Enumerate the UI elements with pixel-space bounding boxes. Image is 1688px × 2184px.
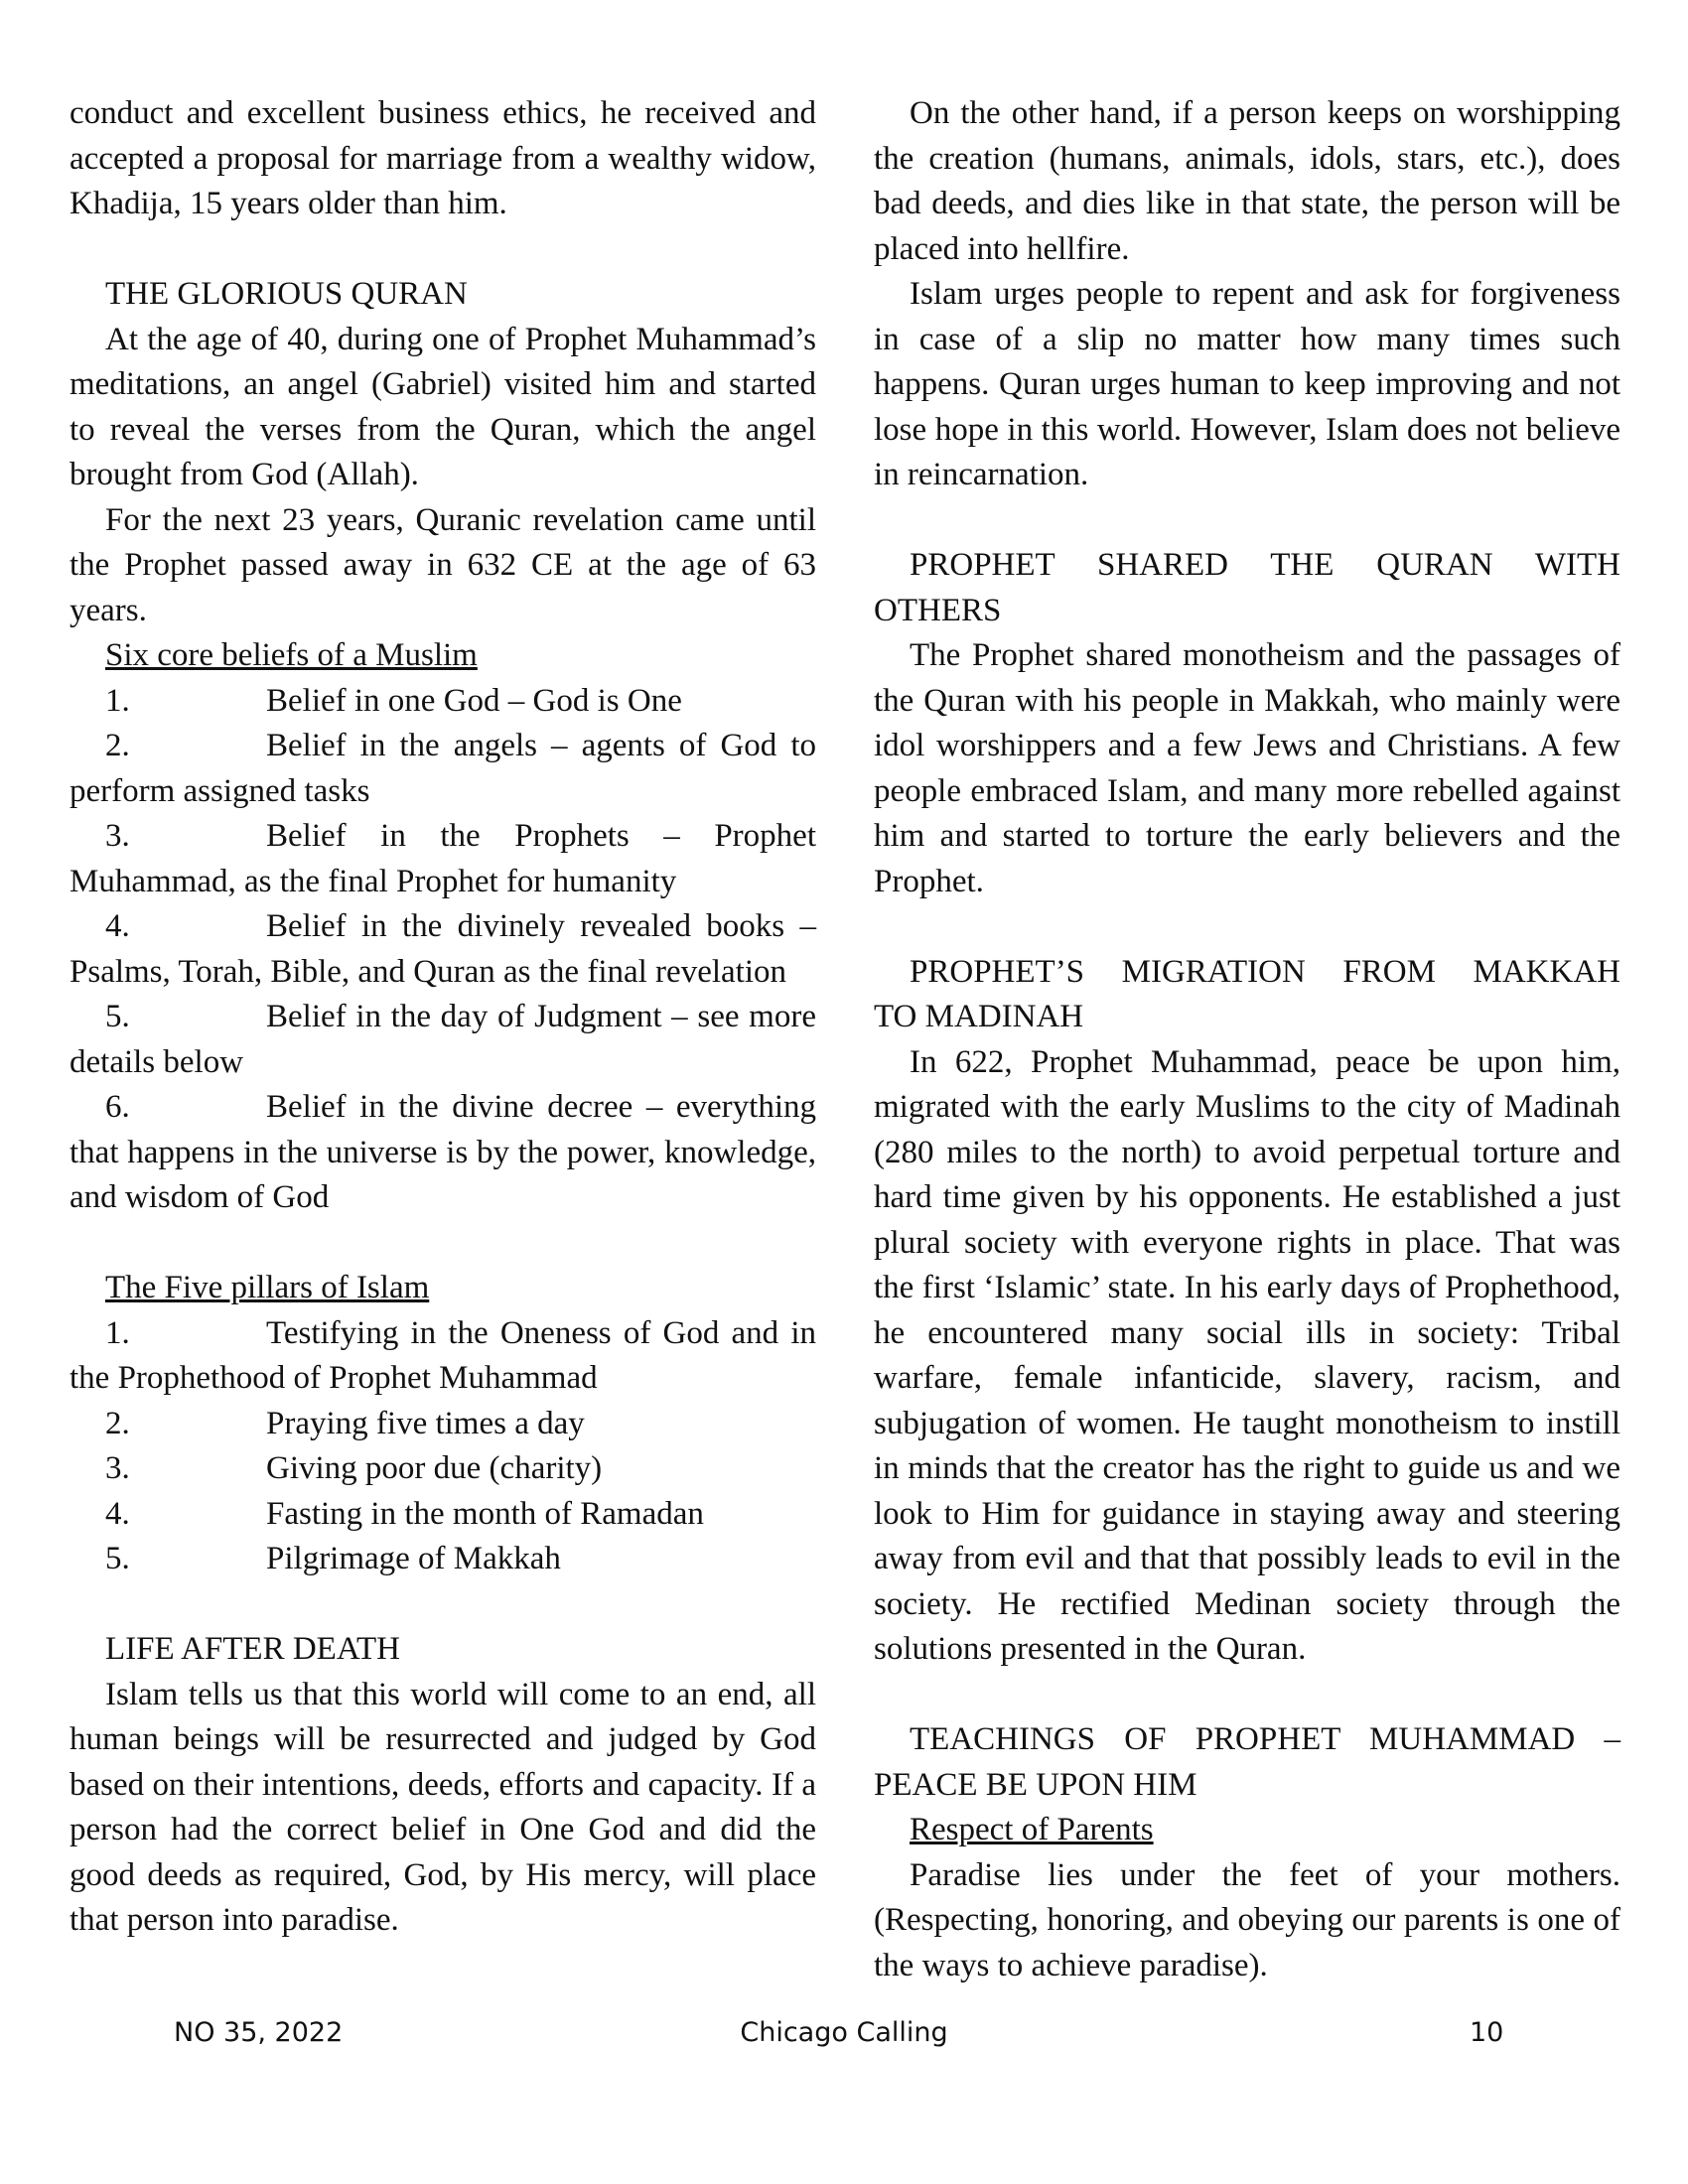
list-number: 1.: [105, 682, 130, 719]
list-number: 1.: [105, 1314, 130, 1351]
section-heading-migration-line-1: PROPHET’S MIGRATION FROM MAKKAH: [910, 953, 1620, 990]
right-column: [874, 91, 1620, 1988]
pillars-subheading-text: The Five pillars of Islam: [105, 1270, 430, 1305]
list-text: Belief in the angels – agents of God to perform assigned tasks: [70, 728, 816, 809]
belief-item: [70, 1085, 816, 1221]
pillar-item: [70, 1311, 816, 1402]
list-text: Fasting in the month of Ramadan: [266, 1495, 704, 1532]
parents-subheading-text: Respect of Parents: [910, 1812, 1154, 1847]
page-footer: [0, 2017, 1688, 2057]
list-text: Belief in the divinely revealed books – Psalms, Torah, Bible, and Quran as the final revelation: [70, 908, 816, 990]
list-number: 2.: [105, 1405, 130, 1441]
pillars-subheading: [70, 1266, 816, 1311]
list-number: 5.: [105, 1541, 130, 1576]
hellfire-paragraph: On the other hand, if a person keeps on worshipping the creation (humans, animals, idols, stars, etc.), does bad deeds, and dies like in that state, the person will be placed into hellfire.: [874, 95, 1620, 267]
migration-paragraph: In 622, Prophet Muhammad, peace be upon him, migrated with the early Muslims to the city of Madinah (280 miles to the north) to avoid perpetual torture and hard time given by his opponents. He established a just plural society with everyone rights in place. That was the first ‘Islamic’ state. In his early days of Prophethood, he encountered many social ills in society: Tribal warfare, female infanticide, slavery, racism, and subjugation of women. He taught monotheism to instill in minds that the creator has the right to guide us and we look to Him for guidance in staying away and steering away from evil and that that possibly leads to evil in the society. He rectified Medinan society through the solutions presented in the Quran.: [874, 1043, 1620, 1667]
list-number: 2.: [105, 728, 130, 763]
section-heading-life-after-death: LIFE AFTER DEATH: [105, 1631, 400, 1667]
belief-item: [70, 679, 816, 725]
shared-paragraph: The Prophet shared monotheism and the passages of the Quran with his people in Makkah, who mainly were idol worshippers and a few Jews and Christians. A few people embraced Islam, and many more rebelled against him and started to torture the early believers and the Prophet.: [874, 637, 1620, 899]
list-number: 3.: [105, 818, 130, 854]
list-text: Giving poor due (charity): [266, 1450, 603, 1486]
pillar-item: [70, 1402, 816, 1447]
afterlife-paragraph: Islam tells us that this world will come to an end, all human beings will be resurrected and judged by God based on their intentions, deeds, efforts and capacity. If a person had the correct belief in One God and did the good deeds as required, God, by His mercy, will place that person into paradise.: [70, 1676, 816, 1938]
footer-issue: NO 35, 2022: [174, 2017, 344, 2048]
list-number: 4.: [105, 908, 130, 944]
parents-subheading: [874, 1808, 1620, 1853]
section-heading-shared-line-2: OTHERS: [874, 592, 1002, 628]
pillar-item: [70, 1446, 816, 1492]
list-number: 4.: [105, 1495, 130, 1532]
repentance-paragraph: Islam urges people to repent and ask for forgiveness in case of a slip no matter how many times such happens. Quran urges human to keep improving and not lose hope in this world. However, Islam does not believe in reincarnation.: [874, 276, 1620, 492]
belief-item: [70, 904, 816, 995]
pillar-item: [70, 1492, 816, 1538]
list-text: Belief in the Prophets – Prophet Muhammad, as the final Prophet for humanity: [70, 818, 816, 899]
list-number: 3.: [105, 1450, 130, 1486]
list-text: Testifying in the Oneness of God and in the Prophethood of Prophet Muhammad: [70, 1314, 816, 1396]
pillar-item: [70, 1537, 816, 1582]
section-heading-shared-line-1: PROPHET SHARED THE QURAN WITH: [910, 547, 1620, 583]
belief-item: [70, 814, 816, 904]
parents-paragraph: Paradise lies under the feet of your mothers. (Respecting, honoring, and obeying our parents is one of the ways to achieve paradise).: [874, 1856, 1620, 1983]
section-heading-quran: THE GLORIOUS QURAN: [105, 276, 468, 312]
list-text: Belief in one God – God is One: [266, 682, 682, 719]
section-heading-teachings-line-2: PEACE BE UPON HIM: [874, 1766, 1197, 1803]
intro-paragraph: conduct and excellent business ethics, he received and accepted a proposal for marriage from a wealthy widow, Khadija, 15 years older than him.: [70, 95, 816, 221]
quran-paragraph-1: At the age of 40, during one of Prophet Muhammad’s meditations, an angel (Gabriel) visited him and started to reveal the verses from the Quran, which the angel brought from God (Allah).: [70, 321, 816, 492]
list-number: 6.: [105, 1089, 130, 1125]
beliefs-subheading: [70, 633, 816, 679]
list-text: Belief in the day of Judgment – see more details below: [70, 999, 816, 1080]
quran-paragraph-2: For the next 23 years, Quranic revelation came until the Prophet passed away in 632 CE at the age of 63 years.: [70, 501, 816, 628]
belief-item: [70, 724, 816, 814]
section-heading-migration-line-2: TO MADINAH: [874, 999, 1084, 1034]
list-number: 5.: [105, 999, 130, 1034]
footer-page-number: 10: [1470, 2017, 1504, 2048]
left-column: [70, 91, 816, 1944]
list-text: Belief in the divine decree – everything that happens in the universe is by the power, knowledge, and wisdom of God: [70, 1089, 816, 1215]
belief-item: [70, 995, 816, 1085]
list-text: Praying five times a day: [266, 1405, 585, 1441]
list-text: Pilgrimage of Makkah: [266, 1541, 561, 1576]
document-page: [70, 91, 1620, 2067]
footer-publication: Chicago Calling: [740, 2017, 948, 2048]
section-heading-teachings-line-1: TEACHINGS OF PROPHET MUHAMMAD –: [910, 1721, 1620, 1757]
beliefs-subheading-text: Six core beliefs of a Muslim: [105, 637, 478, 673]
